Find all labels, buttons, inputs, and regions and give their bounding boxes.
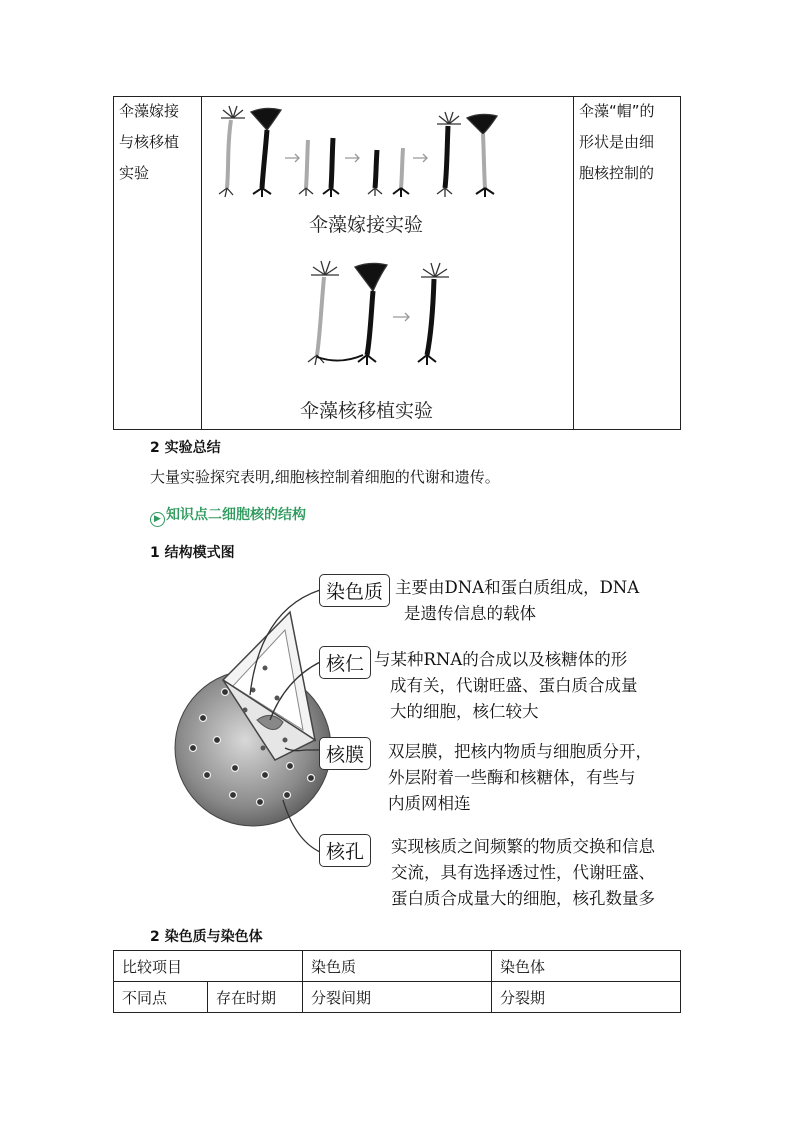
knowledge-point-heading (150, 504, 306, 527)
table-divider (573, 97, 574, 429)
description-line: 与某种RNA的合成以及核糖体的形 (374, 650, 628, 669)
nucleolus-description (374, 647, 638, 725)
conclusion-line: 形状是由细 (579, 133, 655, 151)
description-line: 蛋白质合成量大的细胞，核孔数量多 (391, 889, 655, 908)
chromatin-description (395, 575, 639, 627)
table-cell: 存在时期 (208, 982, 303, 1013)
description-line: 外层附着一些酶和核糖体，有些与 (388, 768, 636, 787)
row-label-line: 实验 (119, 164, 150, 182)
knowledge-point-title: 知识点二细胞核的结构 (166, 507, 306, 523)
description-line: 大的细胞，核仁较大 (390, 702, 539, 721)
algae-plant-light (219, 106, 245, 197)
nuclear-transplant-illustration (295, 255, 465, 380)
table-divider (201, 97, 202, 429)
label-nuclear-envelope: 核膜 (319, 737, 371, 770)
description-line: 实现核质之间频繁的物质交换和信息 (391, 837, 655, 856)
play-circle-icon: ▶ (150, 512, 165, 527)
description-line: 内质网相连 (388, 794, 471, 813)
conclusion-line: 伞藻“帽”的 (579, 102, 655, 120)
description-line: 主要由DNA和蛋白质组成，DNA (395, 578, 640, 597)
table-cell: 分裂期 (492, 982, 681, 1013)
label-chromatin: 染色质 (319, 574, 390, 607)
summary-paragraph: 大量实验探究表明,细胞核控制着细胞的代谢和遗传。 (150, 468, 500, 486)
description-line: 成有关，代谢旺盛、蛋白质合成量 (390, 676, 638, 695)
nuclear-pore-description (391, 834, 655, 912)
table-cell: 分裂间期 (303, 982, 492, 1013)
section-heading: 2 染色质与染色体 (150, 929, 263, 945)
description-line: 交流，具有选择透过性，代谢旺盛、 (391, 863, 655, 882)
row-label-cell (119, 96, 179, 189)
figure-caption-grafting: 伞藻嫁接实验 (309, 214, 424, 236)
nucleus-diagram (165, 570, 405, 870)
description-line: 是遗传信息的载体 (404, 604, 536, 623)
table-row (114, 982, 681, 1013)
figure-caption-transplant: 伞藻核移植实验 (300, 400, 434, 422)
table-header-cell: 染色质 (303, 951, 492, 982)
row-label-line: 与核移植 (119, 133, 180, 151)
nuclear-envelope-description (388, 739, 652, 817)
row-label-line: 伞藻嫁接 (119, 102, 180, 120)
description-line: 双层膜，把核内物质与细胞质分开， (388, 742, 652, 761)
section-heading: 1 结构模式图 (150, 545, 235, 561)
section-heading: 2 实验总结 (150, 440, 221, 456)
grafting-illustration (205, 100, 505, 205)
label-nuclear-pore: 核孔 (319, 834, 371, 867)
table-row (114, 951, 681, 982)
table-header-cell: 比较项目 (114, 951, 303, 982)
table-header-cell: 染色体 (492, 951, 681, 982)
conclusion-cell (579, 96, 655, 189)
algae-plant-dark (251, 108, 281, 197)
conclusion-line: 胞核控制的 (579, 164, 655, 182)
label-nucleolus: 核仁 (319, 646, 371, 679)
table-cell: 不同点 (114, 982, 208, 1013)
comparison-table (113, 950, 681, 1013)
